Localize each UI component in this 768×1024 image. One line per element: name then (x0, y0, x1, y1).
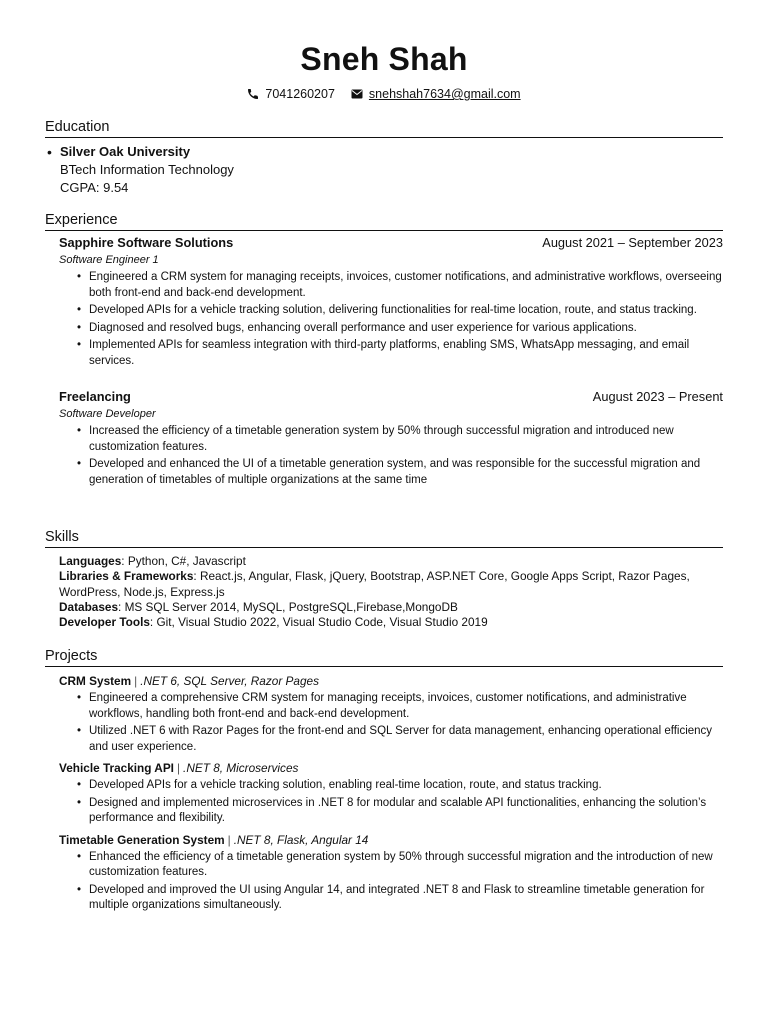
skill-row (59, 569, 723, 600)
bullet-item: • Developed APIs for a vehicle tracking solution, delivering functionalities for real-time location, route, and status tracking. (89, 303, 723, 319)
phone-icon (247, 88, 259, 100)
bullet-item: • Designed and implemented microservices in .NET 8 for modular and scalable API functionalities, enhancing the solution’s performance and flexibility. (89, 796, 723, 827)
project-header (59, 761, 723, 776)
experience-section (45, 211, 723, 490)
contact-line (45, 86, 723, 102)
project-name: Vehicle Tracking API (59, 761, 174, 775)
project-name: Timetable Generation System (59, 832, 225, 847)
job-role: Software Engineer 1 (59, 254, 159, 266)
section-title-projects: Projects (45, 647, 723, 667)
project-entry (59, 761, 723, 827)
job-bullets (59, 424, 723, 488)
job-entry (59, 235, 723, 369)
project-separator: | (176, 761, 181, 775)
phone-number: 7041260207 (265, 87, 335, 101)
education-item (45, 143, 723, 197)
bullet-item: • Increased the efficiency of a timetable generation system by 50% through successful migration and introduced new customization features. (89, 424, 723, 455)
skill-row (59, 600, 723, 615)
cgpa: CGPA: 9.54 (60, 180, 129, 195)
job-role: Software Developer (59, 408, 156, 420)
email-link[interactable]: snehshah7634@gmail.com (368, 87, 521, 101)
envelope-icon (351, 89, 363, 99)
company-name: Freelancing (59, 389, 131, 404)
job-header (59, 389, 723, 405)
skill-row (59, 615, 723, 630)
project-bullets (59, 850, 723, 914)
project-name: CRM System (59, 674, 132, 688)
school-name: • Silver Oak University (60, 144, 191, 159)
skill-value: : MS SQL Server 2014, MySQL, PostgreSQL,Firebase,MongoDB (118, 599, 458, 614)
project-tech: .NET 8, Microservices (183, 761, 299, 775)
projects-section (45, 647, 723, 916)
company-name: Sapphire Software Solutions (59, 235, 234, 250)
project-entry (59, 833, 723, 914)
job-dates: August 2023 – Present (592, 389, 723, 404)
bullet-item: • Developed APIs for a vehicle tracking solution, enabling real-time location, route, and status tracking. (89, 778, 723, 794)
project-header (59, 674, 723, 689)
section-title-experience: Experience (45, 211, 723, 231)
bullet-item: • Diagnosed and resolved bugs, enhancing overall performance and user experience for various applications. (89, 321, 723, 337)
email-contact[interactable] (351, 87, 521, 101)
project-separator: | (227, 832, 231, 847)
bullet-item: • Developed and improved the UI using Angular 14, and integrated .NET 8 and Flask to streamline timetable generation for multiple organizations simultaneously. (89, 883, 723, 914)
phone-contact (247, 87, 335, 101)
job-entry (59, 389, 723, 488)
skill-row (59, 554, 723, 569)
bullet-item: • Implemented APIs for seamless integration with third-party platforms, enabling SMS, WhatsApp messaging, and email services. (89, 338, 723, 369)
project-separator: | (134, 674, 138, 688)
project-tech: .NET 8, Flask, Angular 14 (233, 832, 369, 847)
project-header (59, 833, 723, 848)
education-section (45, 118, 723, 197)
skill-label: Libraries & Frameworks (59, 569, 194, 584)
project-entry (59, 674, 723, 755)
skill-value: : React.js, Angular, Flask, jQuery, Bootstrap, ASP.NET Core, Google Apps Script, Razor Pages, WordPress, Node.js, Express.js (59, 569, 690, 599)
job-header (59, 235, 723, 251)
bullet-item: • Developed and enhanced the UI of a timetable generation system, and was responsible for the successful migration and generation of timetables of multiple organizations at the same time (89, 457, 723, 488)
candidate-name: Sneh Shah (300, 41, 468, 77)
project-bullets (59, 691, 723, 755)
bullet-item: • Enhanced the efficiency of a timetable generation system by 50% through successful migration and the introduction of new customization features. (89, 850, 723, 881)
resume-page (45, 40, 723, 911)
skills-list (59, 554, 723, 630)
skills-section (45, 528, 723, 630)
skill-label: Databases (59, 599, 119, 614)
degree: BTech Information Technology (60, 162, 234, 177)
job-bullets (59, 270, 723, 369)
skill-label: Languages (59, 554, 122, 568)
bullet-item: • Engineered a comprehensive CRM system for managing receipts, invoices, customer notifications, and administrative workflows, handling both front-end and back-end development. (89, 691, 723, 722)
education-list (45, 143, 723, 197)
bullet-item: • Engineered a CRM system for managing receipts, invoices, customer notifications, and administrative workflows, overseeing both front-end and back-end development. (89, 270, 723, 301)
skill-value: : Git, Visual Studio 2022, Visual Studio Code, Visual Studio 2019 (149, 615, 488, 630)
project-bullets (59, 778, 723, 827)
section-title-education: Education (45, 118, 723, 138)
bullet-item: • Utilized .NET 6 with Razor Pages for the front-end and SQL Server for data management, enhancing operational efficiency and user experience. (89, 724, 723, 755)
skill-label: Developer Tools (59, 615, 150, 630)
project-tech: .NET 6, SQL Server, Razor Pages (140, 674, 319, 688)
section-title-skills: Skills (45, 528, 723, 548)
job-dates: August 2021 – September 2023 (542, 235, 723, 250)
skill-value: : Python, C#, Javascript (121, 554, 246, 568)
